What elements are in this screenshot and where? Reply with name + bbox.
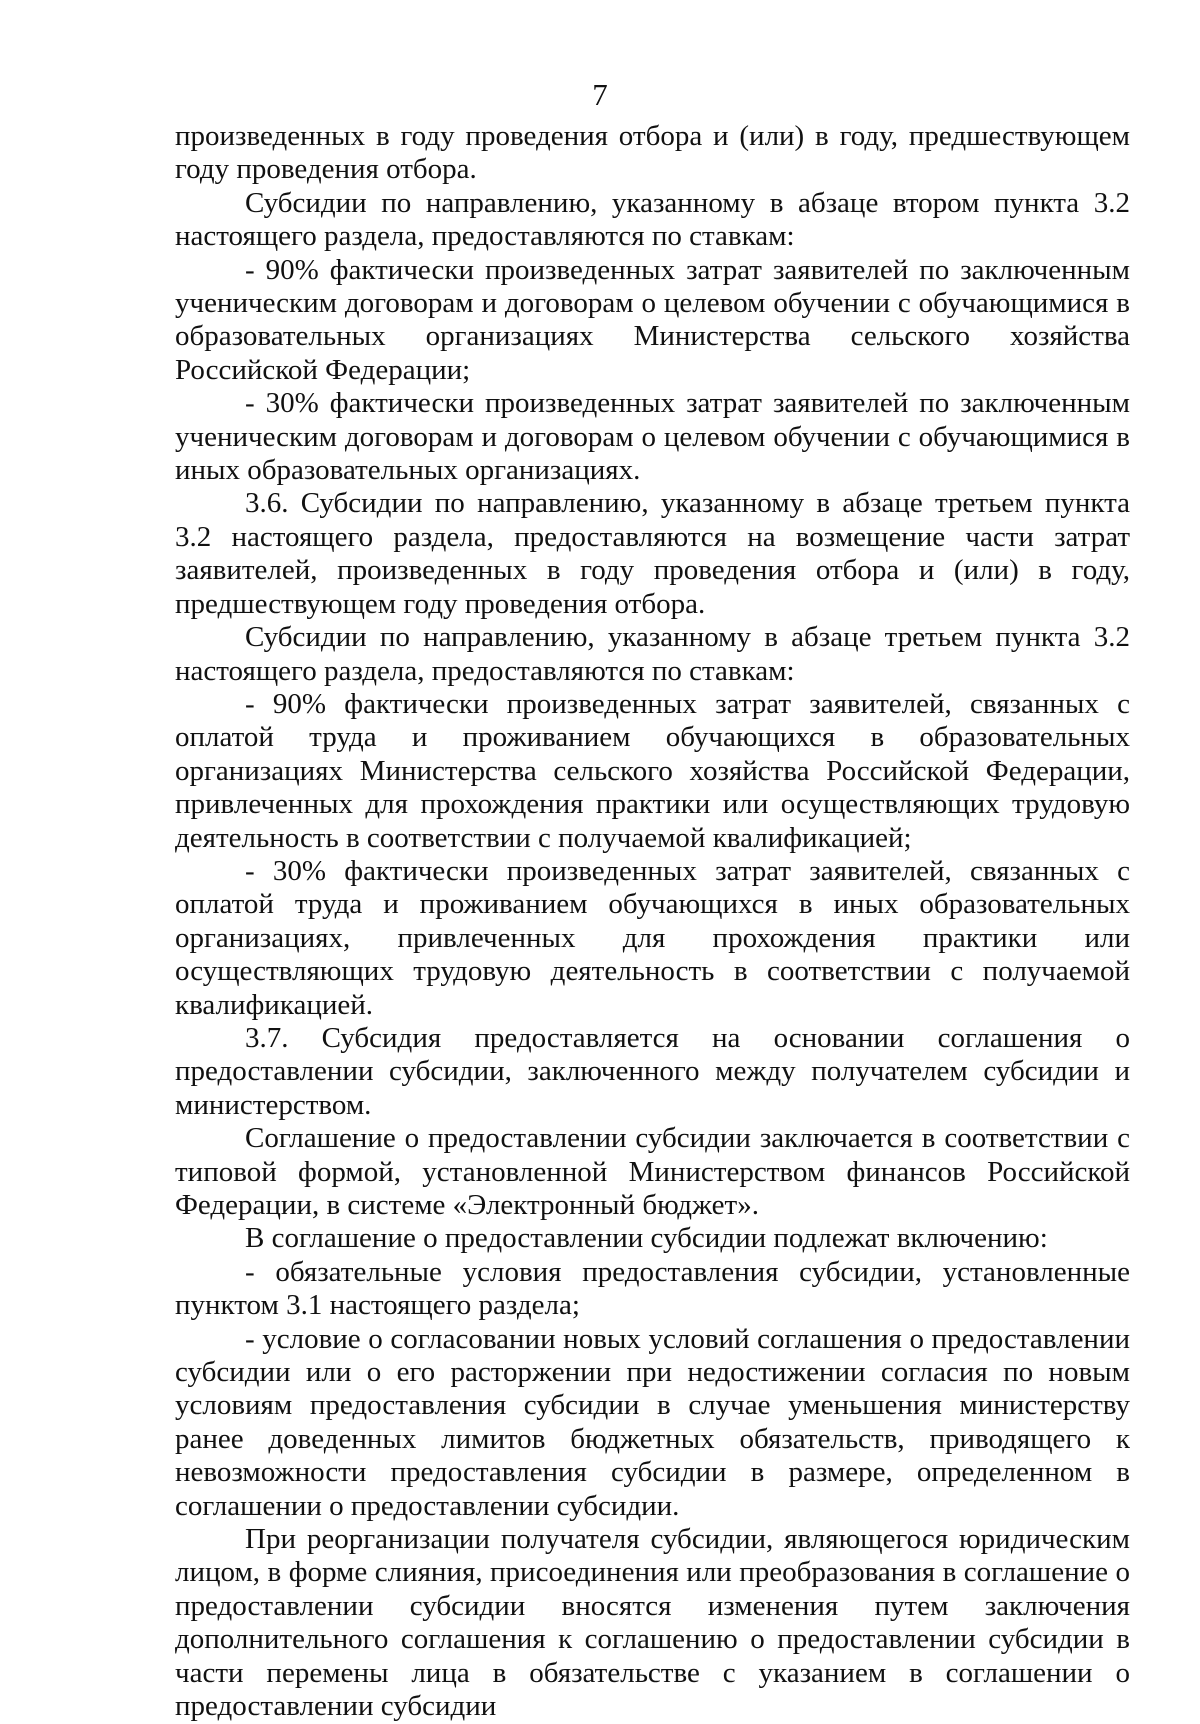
paragraph-rates-intro-third: Субсидии по направлению, указанному в абзаце третьем пункта 3.2 настоящего раздела, предоставляются по ставкам: [175,621,1130,687]
paragraph-mandatory-conditions: - обязательные условия предоставления субсидии, установленные пунктом 3.1 настоящего раздела; [175,1255,1130,1322]
paragraph-continuation: произведенных в году проведения отбора и (или) в году, предшествующем году проведения отбора. [175,120,1130,186]
page-number: 7 [592,77,608,112]
paragraph-reorganization: При реорганизации получателя субсидии, являющегося юридическим лицом, в форме слияния, присоединения или преобразования в соглашение о предоставлении субсидии вносятся изменения путем заключения дополнительного соглашения к соглашению о предоставлении субсидии в части перемены лица в обязательстве с указанием в соглашении о предоставлении субсидии [175,1523,1130,1723]
paragraph-section-3-6: 3.6. Субсидии по направлению, указанному в абзаце третьем пункта 3.2 настоящего раздела, предоставляются на возмещение части затрат заявителей, произведенных в году проведения отбора и (или) в году, предшествующем году проведения отбора. [175,487,1130,620]
paragraph-rate-30-contracts: - 30% фактически произведенных затрат заявителей по заключенным ученическим договорам и договорам о целевом обучении с обучающимися в иных образовательных организациях. [175,387,1130,487]
paragraph-rate-30-labor: - 30% фактически произведенных затрат заявителей, связанных с оплатой труда и проживанием обучающихся в иных образовательных организациях, привлеченных для прохождения практики или осуществляющих трудовую деятельность в соответствии с получаемой квалификацией. [175,854,1130,1021]
paragraph-rate-90-labor: - 90% фактически произведенных затрат заявителей, связанных с оплатой труда и проживанием обучающихся в образовательных организациях Министерства сельского хозяйства Российской Федерации, привлеченных для прохождения практики или осуществляющих трудовую деятельность в соответствии с получаемой квалификацией; [175,687,1130,854]
paragraph-section-3-7: 3.7. Субсидия предоставляется на основании соглашения о предоставлении субсидии, заключенного между получателем субсидии и министерством. [175,1021,1130,1121]
paragraph-rates-intro: Субсидии по направлению, указанному в абзаце втором пункта 3.2 настоящего раздела, предоставляются по ставкам: [175,186,1130,253]
paragraph-agreement-includes: В соглашение о предоставлении субсидии подлежат включению: [245,1222,1048,1255]
paragraph-agreement-form: Соглашение о предоставлении субсидии заключается в соответствии с типовой формой, установленной Министерством финансов Российской Федерации, в системе «Электронный бюджет». [175,1122,1130,1221]
paragraph-new-conditions: - условие о согласовании новых условий соглашения о предоставлении субсидии или о его расторжении при недостижении согласия по новым условиям предоставления субсидии в случае уменьшения министерству ранее доведенных лимитов бюджетных обязательств, приводящего к невозможности предоставления субсидии в размере, определенном в соглашении о предоставлении субсидии. [175,1322,1130,1522]
paragraph-rate-90-contracts: - 90% фактически произведенных затрат заявителей по заключенным ученическим договорам и договорам о целевом обучении с обучающимися в образовательных организациях Министерства сельского хозяйства Российской Федерации; [175,253,1130,386]
document-body [175,120,1130,1724]
